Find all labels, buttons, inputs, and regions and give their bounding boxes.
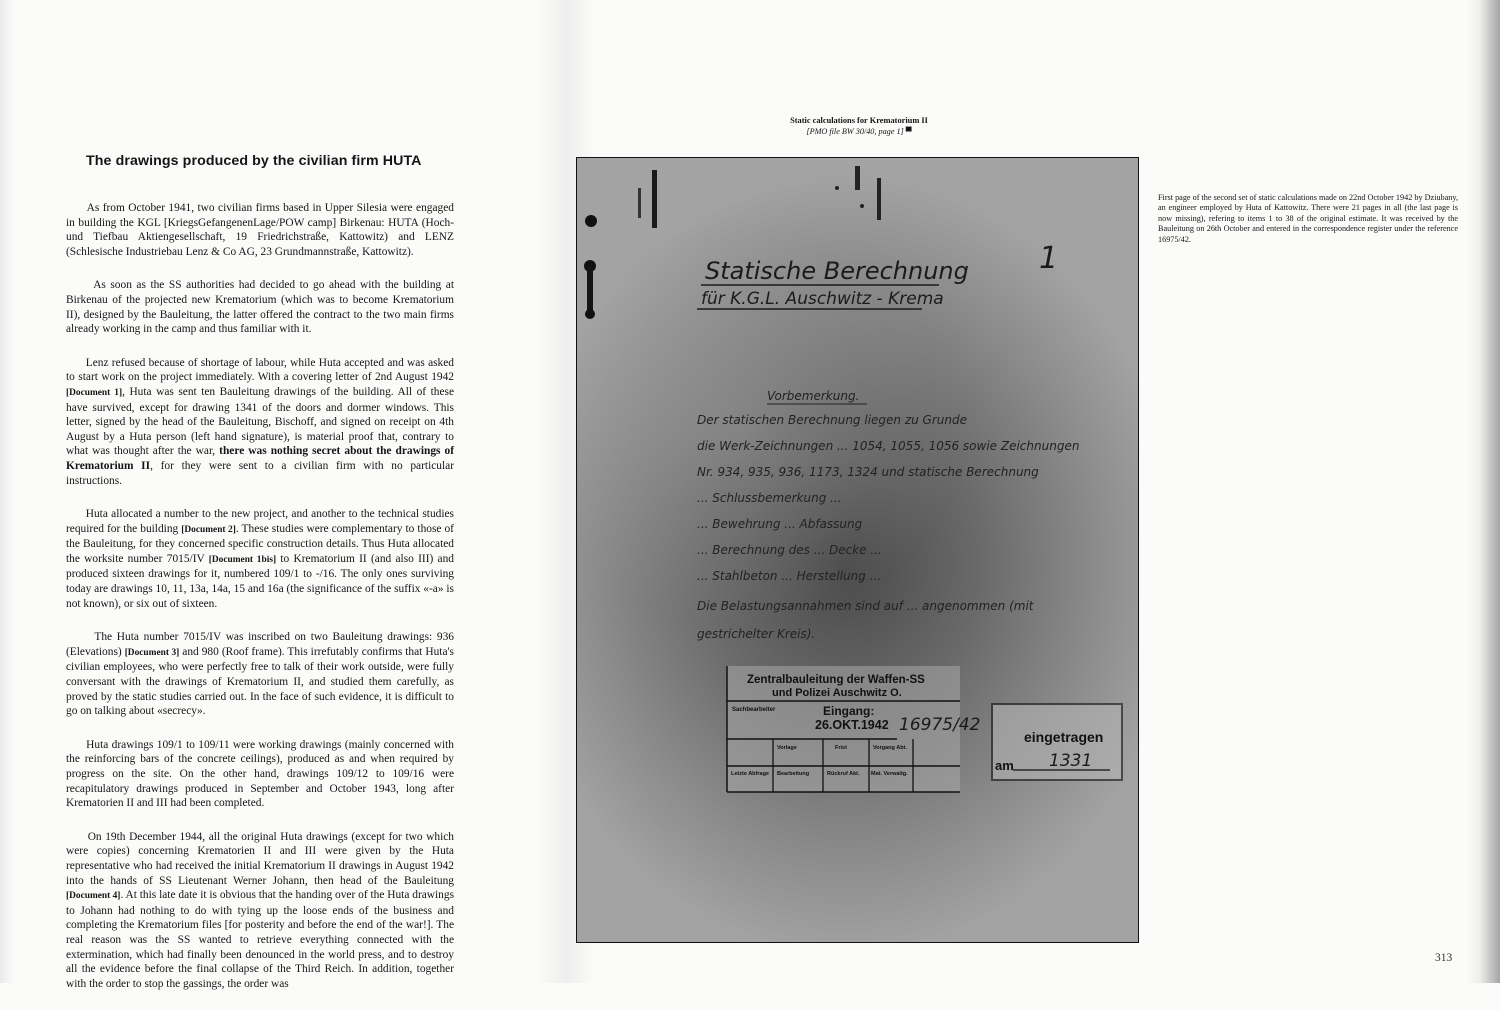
punch-hole — [585, 309, 595, 319]
document-reference: [Document 4] — [66, 891, 121, 902]
figure-source-text: [PMO file BW 30/40, page 1] — [806, 127, 904, 136]
paragraph-6-text: Huta drawings 109/1 to 109/11 were working drawings (mainly concerned with the reinforcing bars of the concrete ceilings), produced as and when required by progress on the site. On the other hand, drawings 109/12 to 109/16 were recapitulatory drawings produced in September and October 1943, long after Krematorien II and III had been completed. — [66, 738, 454, 810]
stamp-office-line-2: und Polizei Auschwitz O. — [772, 687, 902, 699]
registered-stamp-am: am — [995, 758, 1014, 773]
stamp-office-line-1: Zentralbauleitung der Waffen-SS — [747, 674, 925, 686]
section-title: The drawings produced by the civilian firm HUTA — [86, 153, 422, 169]
binding-mark — [877, 178, 881, 220]
handwritten-line: die Werk-Zeichnungen ... 1054, 1055, 1056 sowie Zeichnungen — [697, 439, 1080, 453]
paragraph-6 — [66, 738, 454, 811]
binding-mark — [587, 266, 593, 314]
received-stamp — [727, 666, 980, 792]
document-photograph-drawing — [577, 158, 1139, 943]
stamp-cell: Letzte Abfrage — [731, 771, 769, 777]
emphasis-text: there was nothing secret about the drawings of Krematorium II — [66, 445, 454, 472]
paragraph-3-text-a: Lenz refused because of shortage of labour, while Huta accepted and was asked to start work on the project immediately. With a covering letter of 2nd August 1942 — [66, 356, 454, 384]
document-reference: [Document 2] — [181, 524, 236, 535]
binding-mark — [652, 170, 657, 228]
paragraph-5-text-a: The Huta number 7015/IV was inscribed on two Bauleitung drawings: 936 (Elevations) — [66, 631, 454, 658]
document-reference: [Document 1bis] — [208, 554, 277, 565]
registered-stamp — [992, 704, 1122, 780]
paragraph-7-text-a: On 19th December 1944, all the original Huta drawings (except for two which were copies) concerning Krematorien II and III were given by the Huta representative who had received the initial Krematorium II drawings in August 1942 into the hands of SS Lieutenant Werner Johann, then head of the Bauleitung — [66, 830, 454, 887]
handwritten-line: Die Belastungsannahmen sind auf ... angenommen (mit — [697, 599, 1034, 613]
figure-title: Static calculations for Krematorium II — [790, 116, 928, 125]
paragraph-2-text: As soon as the SS authorities had decided to go ahead with the building at Birkenau of the projected new Krematorium (which was to become Krematorium II), designed by the Bauleitung, the latter offered the contract to the two main firms already working in the camp and thus familiar with it. — [66, 279, 454, 336]
handwritten-line: ... Berechnung des ... Decke ... — [697, 543, 882, 557]
paragraph-3 — [66, 356, 454, 488]
stamp-cell: Mat. Verwaltg. — [871, 771, 908, 777]
stamp-cell: Vorlage — [777, 745, 797, 751]
paragraph-3-text-c: , for they were sent to a civilian firm with no particular instructions. — [66, 459, 454, 487]
page-marker: 1 — [1039, 241, 1059, 276]
registered-stamp-label: eingetragen — [1024, 729, 1104, 745]
binding-mark — [855, 166, 860, 190]
handwritten-line: Der statischen Berechnung liegen zu Grunde — [697, 413, 967, 427]
paragraph-2 — [66, 278, 454, 336]
stamp-handwritten-reference: 16975/42 — [899, 715, 981, 735]
body-text — [66, 201, 454, 1010]
paragraph-1-text: As from October 1941, two civilian firms based in Upper Silesia were engaged in building the KGL [KriegsGefangenenLage/POW camp] Birkenau: HUTA (Hoch- und Tiefbau Aktiengesellschaft, 19 Friedrichstraße, Kattowitz) and LENZ (Schlesische Industriebau Lenz & Co AG, 23 Grundmannstraße, Kattowitz). — [66, 202, 454, 258]
handwritten-line: Nr. 934, 935, 936, 1173, 1324 und statische Berechnung — [697, 465, 1039, 479]
stamp-cell: Rückruf Akt. — [827, 771, 860, 777]
document-photograph — [576, 157, 1139, 943]
stamp-eingang-label: Eingang: — [823, 704, 875, 718]
handwritten-heading: Vorbemerkung. — [767, 389, 860, 403]
paragraph-5 — [66, 630, 454, 719]
page-edge-shadow-right — [1466, 0, 1500, 983]
document-reference: [Document 1] — [66, 387, 123, 398]
handwritten-line: ... Bewehrung ... Abfassung — [697, 517, 863, 531]
page-number: 313 — [1435, 952, 1453, 964]
handwritten-title-line-2: für K.G.L. Auschwitz - Krema — [701, 289, 944, 309]
binding-mark — [638, 188, 641, 218]
stamp-cell: Vorgang Abt. — [873, 745, 907, 751]
punch-hole — [585, 215, 597, 227]
binding-mark — [860, 204, 864, 208]
figure-source — [700, 127, 1018, 136]
paragraph-7 — [66, 830, 454, 992]
handwritten-line: ... Stahlbeton ... Herstellung ... — [697, 569, 882, 583]
stamp-cell: Bearbeitung — [777, 771, 810, 777]
stamp-sachbearbeiter: Sachbearbeiter — [732, 707, 776, 713]
registered-stamp-number: 1331 — [1049, 751, 1093, 771]
paragraph-5-text-b: and 980 (Roof frame). This irrefutably confirms that Huta's civilian employees, who were perfectly free to talk of their work outside, were fully conversant with the drawings of Krematorium II, and studied them carefully, as proved by the static studies carried out. In the face of such evidence, it is difficult to go on talking about «secrecy». — [66, 645, 454, 718]
handwritten-line: ... Schlussbemerkung ... — [697, 491, 842, 505]
stamp-eingang-date: 26.OKT.1942 — [815, 718, 889, 732]
page-edge-shadow-left — [0, 0, 14, 983]
binding-mark — [835, 186, 839, 190]
handwritten-line: gestrichelter Kreis). — [697, 627, 816, 641]
paragraph-4-text-c: to Krematorium II (and also III) and produced sixteen drawings for it, numbered 109/1 to -/16. The only ones surviving today are drawings 10, 11, 13a, 14a, 15 and 16a (the significance of the suffix «-a» is not known), or six out of sixteen. — [66, 552, 454, 610]
handwritten-title-line-1: Statische Berechnung — [705, 257, 969, 285]
stamp-cell: Frist — [835, 745, 847, 751]
paragraph-4 — [66, 507, 454, 611]
paragraph-7-text-b: . At this late date it is obvious that the handing over of the Huta drawings to Johann had nothing to do with tying up the loose ends of the business and completing the Krematorium files [for posterity and before the end of the war!]. The real reason was the SS wanted to retrieve everything connected with the extermination, which had finally been denounced in the world press, and to destroy all the evidence before the final collapse of the Third Reich. In addition, together with the order to stop the gassings, the order was — [66, 889, 455, 990]
figure-source-mark: ▀ — [905, 127, 912, 136]
paragraph-1 — [66, 201, 454, 259]
figure-caption: First page of the second set of static calculations made on 22nd October 1942 by Dziubany, an engineer employed by Huta of Kattowitz. There were 21 pages in all (the last page is now missing), refering to items 1 to 38 of the original estimate. It was received by the Bauleitung on 26th October and entered in the correspondence register under the reference 16975/42. — [1158, 193, 1458, 244]
paragraph-4-text-a: Huta allocated a number to the new project, and another to the technical studies required for the building — [66, 508, 454, 535]
paragraph-4-text-b: . These studies were complementary to those of the Bauleitung, for they concerned specific construction details. Thus Huta allocated the worksite number 7015/IV — [66, 522, 454, 565]
paragraph-3-text-b: , Huta was sent ten Bauleitung drawings of the building. All of these have survived, except for drawing 1341 of the doors and dormer windows. This letter, signed by the head of the Bauleitung, Bischoff, and signed on receipt on 4th August by a Huta person (left hand signature), is material proof that, contrary to what was thought after the war, — [66, 385, 454, 458]
document-reference: [Document 3] — [124, 647, 180, 658]
